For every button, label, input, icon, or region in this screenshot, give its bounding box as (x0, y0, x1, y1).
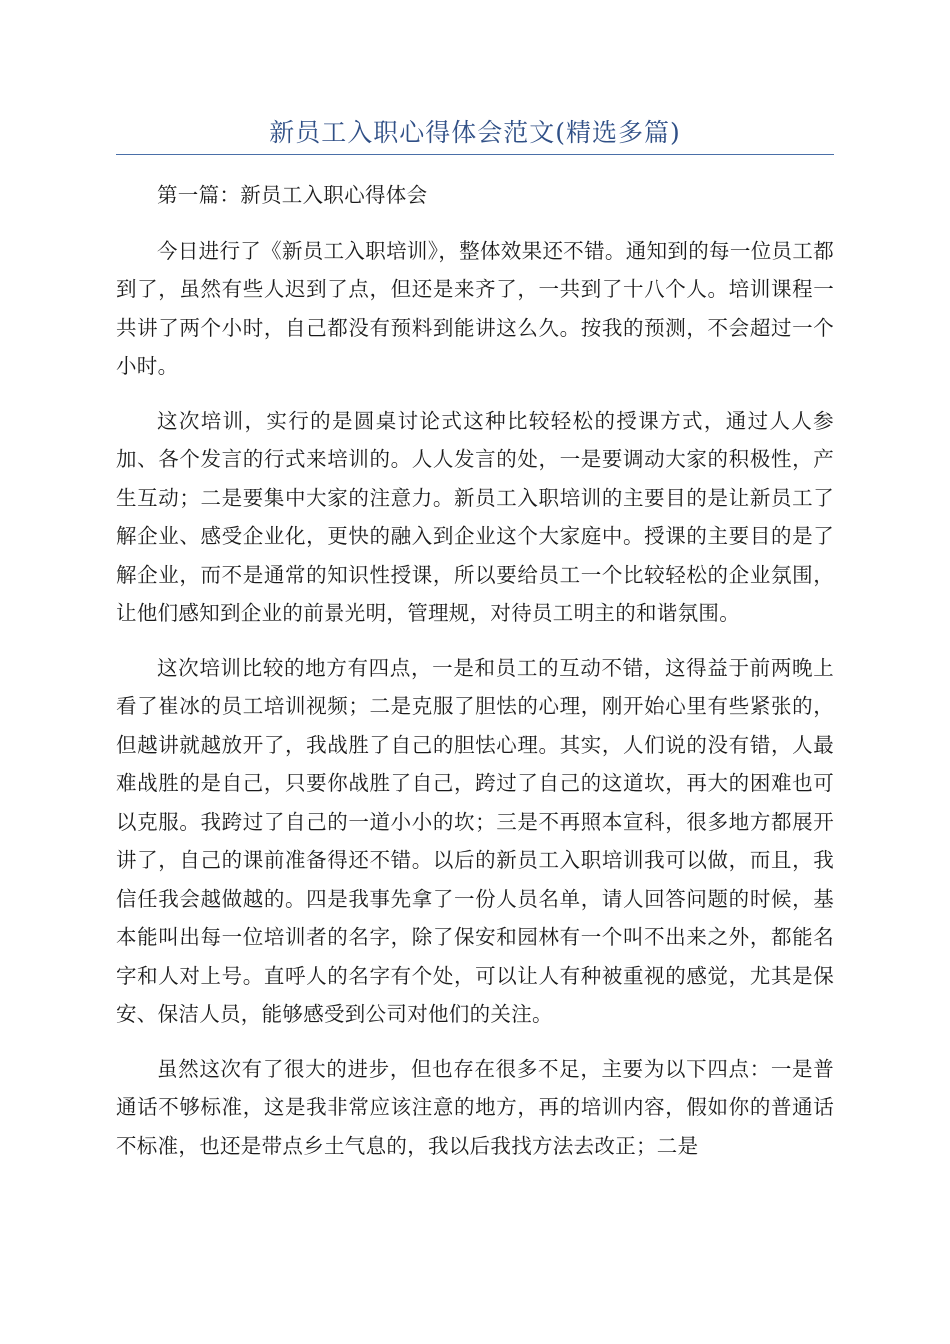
paragraph-4: 虽然这次有了很大的进步，但也存在很多不足，主要为以下四点：一是普通话不够标准，这是我非常应该注意的地方，再的培训内容，假如你的普通话不标准，也还是带点乡土气息的，我以后我找方法去改正；二是 (116, 1056, 834, 1158)
paragraph-3: 这次培训比较的地方有四点，一是和员工的互动不错，这得益于前两晚上看了崔冰的员工培训视频；二是克服了胆怯的心理，刚开始心里有些紧张的，但越讲就越放开了，我战胜了自己的胆怯心理。其实，人们说的没有错，人最难战胜的是自己，只要你战胜了自己，跨过了自己的这道坎，再大的困难也可以克服。我跨过了自己的一道小小的坎；三是不再照本宣科，很多地方都展开讲了，自己的课前准备得还不错。以后的新员工入职培训我可以做，而且，我信任我会越做越的。四是我事先拿了一份人员名单，请人回答问题的时候，基本能叫出每一位培训者的名字，除了保安和园林有一个叫不出来之外，都能名字和人对上号。直呼人的名字有个处，可以让人有种被重视的感觉，尤其是保安、保洁人员，能够感受到公司对他们的关注。 (116, 655, 834, 1026)
paragraph-1: 今日进行了《新员工入职培训》，整体效果还不错。通知到的每一位员工都到了，虽然有些人迟到了点，但还是来齐了，一共到了十八个人。培训课程一共讲了两个小时，自己都没有预料到能讲这么久。按我的预测，不会超过一个小时。 (116, 238, 834, 378)
title-underline (116, 154, 834, 155)
paragraph-2: 这次培训，实行的是圆桌讨论式这种比较轻松的授课方式，通过人人参加、各个发言的行式来培训的。人人发言的处，一是要调动大家的积极性，产生互动；二是要集中大家的注意力。新员工入职培训的主要目的是让新员工了解企业、感受企业化，更快的融入到企业这个大家庭中。授课的主要目的是了解企业，而不是通常的知识性授课，所以要给员工一个比较轻松的企业氛围，让他们感知到企业的前景光明，管理规，对待员工明主的和谐氛围。 (116, 408, 834, 625)
document-body (116, 176, 834, 1181)
document-title: 新员工入职心得体会范文(精选多篇) (269, 118, 681, 147)
section-heading: 第一篇：新员工入职心得体会 (157, 183, 428, 207)
